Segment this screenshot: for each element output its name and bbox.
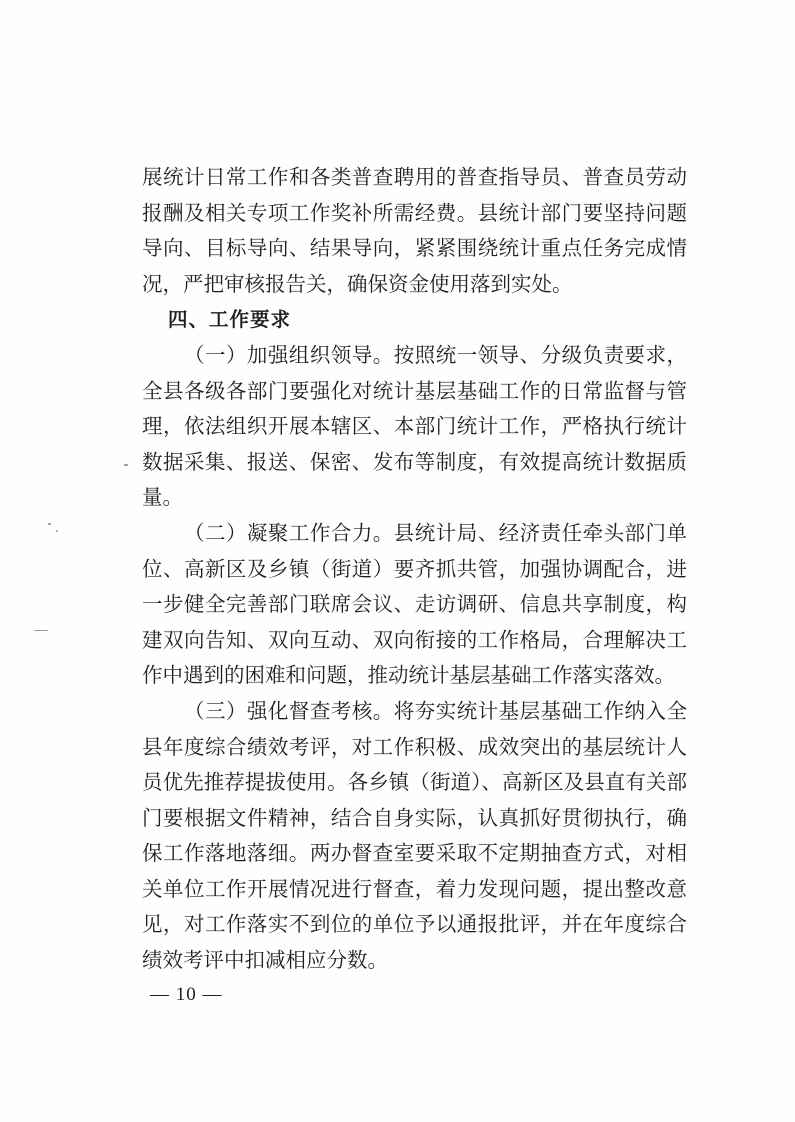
document-body [142, 160, 687, 979]
paragraph-item-3: （三）强化督查考核。将夯实统计基层基础工作纳入全县年度综合绩效考评，对工作积极、成效突出的基层统计人员优先推荐提拔使用。各乡镇（街道）、高新区及县直有关部门要根据文件精神，结合自身实际，认真抓好贯彻执行，确保工作落地落细。两办督查室要采取不定期抽查方式，对相关单位工作开展情况进行督查，着力发现问题，提出整改意见，对工作落实不到位的单位予以通报批评，并在年度综合绩效考评中扣减相应分数。 [142, 698, 687, 973]
paragraph-item-2: （二）凝聚工作合力。县统计局、经济责任牵头部门单位、高新区及乡镇（街道）要齐抓共管，加强协调配合，进一步健全完善部门联席会议、走访调研、信息共享制度，构建双向告知、双向互动、双向衔接的工作格局，合理解决工作中遇到的困难和问题，推动统计基层基础工作落实落效。 [142, 520, 687, 688]
section-heading: 四、工作要求 [168, 308, 292, 332]
scan-mark [48, 523, 51, 525]
scan-mark [34, 630, 48, 631]
page-number: — 10 — [150, 984, 223, 1005]
paragraph-continuation: 展统计日常工作和各类普查聘用的普查指导员、普查员劳动报酬及相关专项工作奖补所需经费。县统计部门要坚持问题导向、目标导向、结果导向，紧紧围绕统计重点任务完成情况，严把审核报告关，确保资金使用落到实处。 [142, 165, 687, 296]
scan-mark [56, 530, 58, 532]
paragraph-item-1: （一）加强组织领导。按照统一领导、分级负责要求，全县各级各部门要强化对统计基层基础工作的日常监督与管理，依法组织开展本辖区、本部门统计工作，严格执行统计数据采集、报送、保密、发布等制度，有效提高统计数据质量。 [142, 342, 687, 510]
scan-mark [124, 464, 128, 466]
